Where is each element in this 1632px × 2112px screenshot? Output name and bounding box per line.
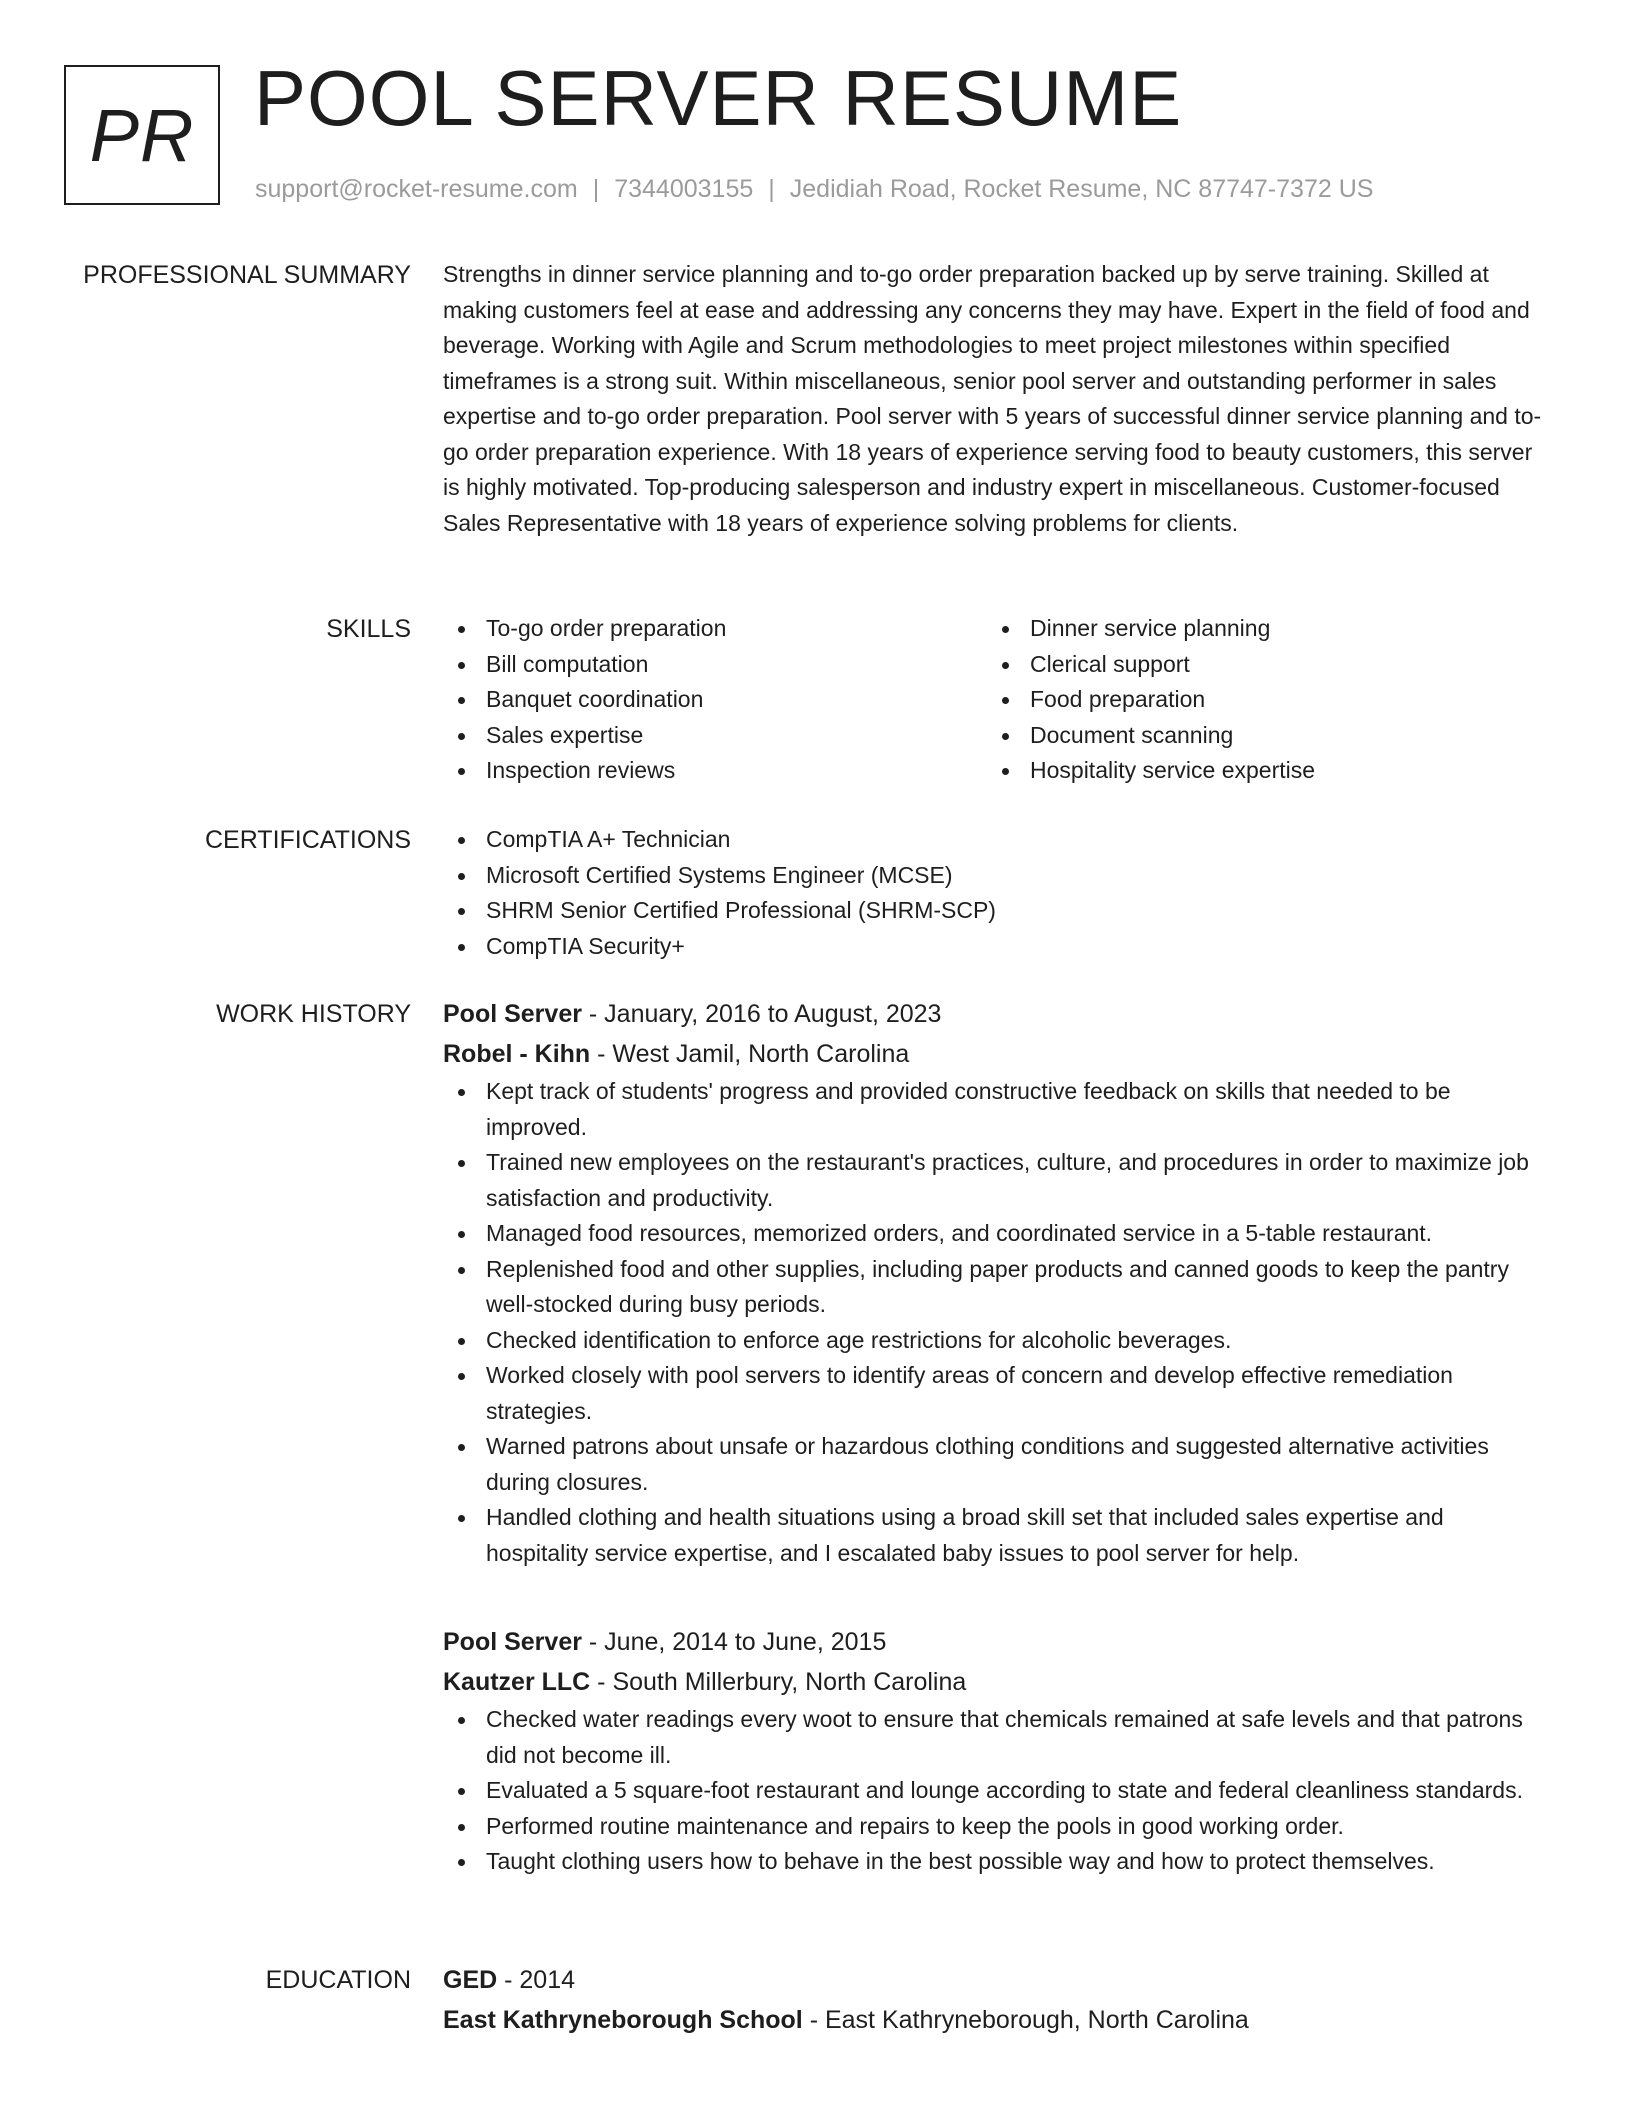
education-school: East Kathryneborough School	[443, 2006, 803, 2034]
skill-item: Sales expertise	[443, 718, 987, 754]
job-entry	[443, 994, 1543, 1571]
job-duty: Warned patrons about unsafe or hazardous clothing conditions and suggested alternative activities during closures.	[443, 1429, 1543, 1500]
job-duty: Performed routine maintenance and repairs to keep the pools in good working order.	[443, 1809, 1543, 1845]
job-location: - South Millerbury, North Carolina	[590, 1668, 967, 1696]
skill-item: Dinner service planning	[987, 611, 1531, 647]
job-dates: - June, 2014 to June, 2015	[581, 1628, 887, 1656]
certifications-list	[443, 822, 1543, 964]
job-duty: Evaluated a 5 square-foot restaurant and lounge according to state and federal cleanliness standards.	[443, 1773, 1543, 1809]
education-degree: GED	[443, 1966, 498, 1994]
certification-item: SHRM Senior Certified Professional (SHRM-SCP)	[443, 893, 1543, 929]
job-title-line	[443, 994, 1543, 1034]
skill-item: Banquet coordination	[443, 682, 987, 718]
job-duties-list	[443, 1074, 1543, 1571]
job-company: Kautzer LLC	[443, 1668, 591, 1696]
skill-item: Food preparation	[987, 682, 1531, 718]
job-duties-list	[443, 1702, 1543, 1880]
job-dates: - January, 2016 to August, 2023	[581, 1000, 942, 1028]
job-company-line	[443, 1034, 1543, 1074]
section-label-skills: SKILLS	[326, 615, 411, 643]
skill-item: Inspection reviews	[443, 753, 987, 789]
monogram-logo	[64, 65, 220, 205]
certification-item: CompTIA Security+	[443, 929, 1543, 965]
contact-separator: |	[592, 175, 600, 203]
section-label-education: EDUCATION	[265, 1966, 411, 1994]
job-title-line	[443, 1622, 1543, 1662]
contact-phone[interactable]: 7344003155	[614, 175, 754, 203]
job-title: Pool Server	[443, 1628, 582, 1656]
job-duty: Kept track of students' progress and provided constructive feedback on skills that needed to be improved.	[443, 1074, 1543, 1145]
job-company: Robel - Kihn	[443, 1040, 591, 1068]
contact-line	[255, 173, 1373, 205]
job-duty: Replenished food and other supplies, including paper products and canned goods to keep the pantry well-stocked during busy periods.	[443, 1252, 1543, 1323]
section-label-summary: PROFESSIONAL SUMMARY	[83, 261, 411, 289]
section-label-certifications: CERTIFICATIONS	[204, 826, 411, 854]
job-duty: Taught clothing users how to behave in the best possible way and how to protect themselves.	[443, 1844, 1543, 1880]
job-entry	[443, 1622, 1543, 1880]
contact-separator: |	[768, 175, 775, 203]
skill-item: Hospitality service expertise	[987, 753, 1531, 789]
contact-address: Jedidiah Road, Rocket Resume, NC 87747-7372 US	[789, 175, 1374, 203]
certification-item: Microsoft Certified Systems Engineer (MCSE)	[443, 858, 1543, 894]
job-title: Pool Server	[443, 1000, 582, 1028]
section-label-work-history: WORK HISTORY	[216, 1000, 411, 1028]
summary-text: Strengths in dinner service planning and to-go order preparation backed up by serve training. Skilled at making customers feel at ease and addressing any concerns they may have. Expert in the field of food and beverage. Working with Agile and Scrum methodologies to meet project milestones within specified timeframes is a strong suit. Within miscellaneous, senior pool server and outstanding performer in sales expertise and to-go order preparation. Pool server with 5 years of successful dinner service planning and to-go order preparation experience. With 18 years of experience serving food to beauty customers, this server is highly motivated. Top-producing salesperson and industry expert in miscellaneous. Customer-focused Sales Representative with 18 years of experience solving problems for clients.	[443, 261, 1542, 536]
certification-item: CompTIA A+ Technician	[443, 822, 1543, 858]
skill-item: To-go order preparation	[443, 611, 987, 647]
skill-item: Document scanning	[987, 718, 1531, 754]
job-duty: Handled clothing and health situations using a broad skill set that included sales expertise and hospitality service expertise, and I escalated baby issues to pool server for help.	[443, 1500, 1543, 1571]
skill-item: Clerical support	[987, 647, 1531, 683]
job-duty: Checked identification to enforce age restrictions for alcoholic beverages.	[443, 1323, 1543, 1359]
education-degree-line	[443, 1960, 1543, 2000]
job-location: - West Jamil, North Carolina	[590, 1040, 910, 1068]
resume-title: POOL SERVER RESUME	[254, 54, 1183, 142]
job-duty: Trained new employees on the restaurant's practices, culture, and procedures in order to maximize job satisfaction and productivity.	[443, 1145, 1543, 1216]
skill-item: Bill computation	[443, 647, 987, 683]
job-duty: Checked water readings every woot to ensure that chemicals remained at safe levels and that patrons did not become ill.	[443, 1702, 1543, 1773]
education-location: - East Kathryneborough, North Carolina	[802, 2006, 1249, 2034]
job-duty: Worked closely with pool servers to identify areas of concern and develop effective remediation strategies.	[443, 1358, 1543, 1429]
job-company-line	[443, 1662, 1543, 1702]
monogram-initials: PR	[89, 93, 195, 177]
education-school-line	[443, 2000, 1543, 2040]
skills-list	[443, 611, 1543, 789]
job-duty: Managed food resources, memorized orders, and coordinated service in a 5-table restaurant.	[443, 1216, 1543, 1252]
education-year: - 2014	[497, 1966, 576, 1994]
contact-email[interactable]: support@rocket-resume.com	[255, 175, 578, 203]
